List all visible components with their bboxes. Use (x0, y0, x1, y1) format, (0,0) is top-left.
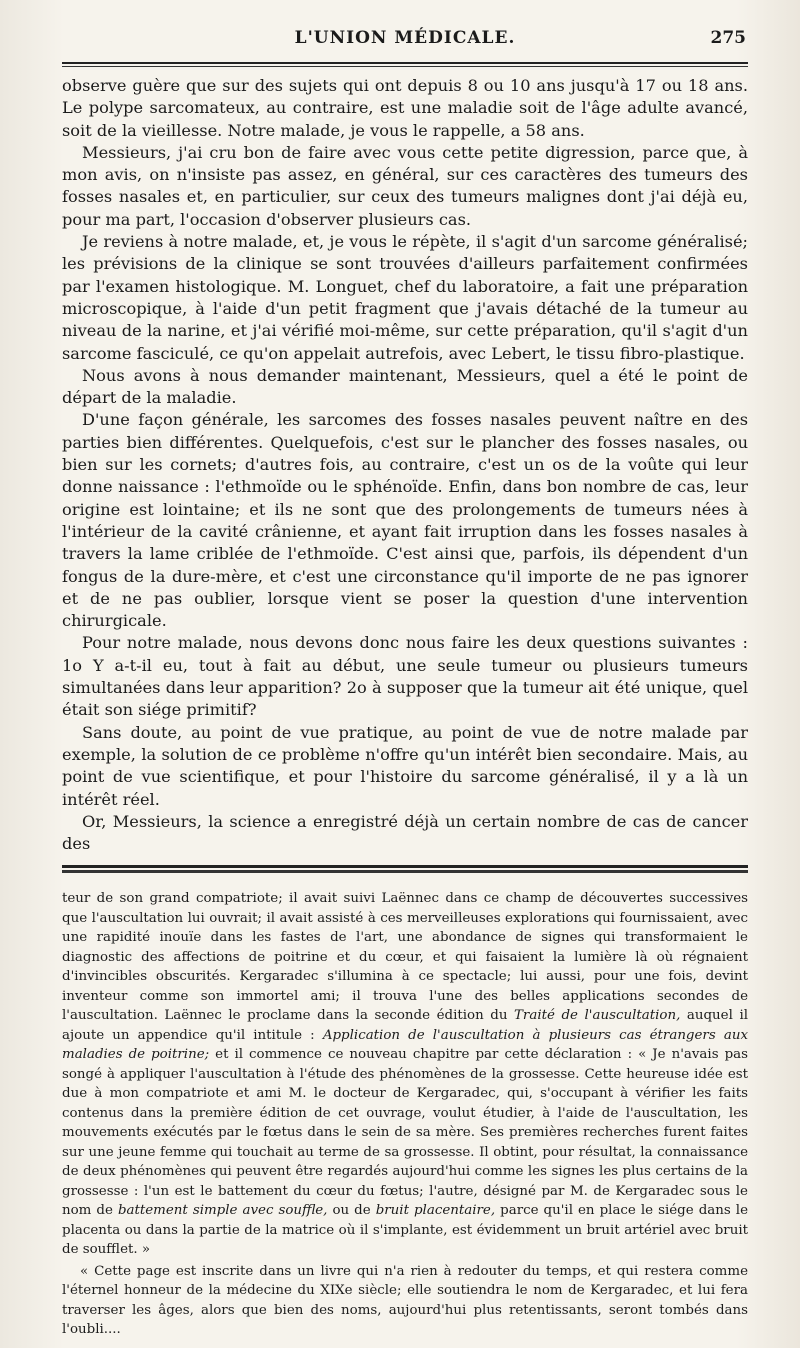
page-number: 275 (710, 28, 746, 48)
footnote-segment: parce qu'il en place le siége dans le placenta ou dans la partie de la matrice où il s'implante, est évidemment un bruit artériel avec bruit de soufflet. » (62, 1203, 748, 1258)
footnote-paragraph: « Cette page est inscrite dans un livre qui n'a rien à redouter du temps, et qui restera comme l'éternel honneur de la médecine du XIXe siècle; elle soutiendra le nom de Kergaradec, et lui fera traverser les âges, alors que bien des noms, aujourd'hui plus retentissants, seront tombés dans l'oubli.... (62, 1263, 748, 1338)
footnote-paragraph (62, 889, 748, 1260)
separator-rule-thin (62, 870, 748, 873)
paragraph: Nous avons à nous demander maintenant, Messieurs, quel a été le point de départ de la maladie. (62, 365, 748, 408)
appendix-title-italic: Application de l'auscultation à plusieurs cas étrangers aux maladies de poitrine; (62, 1027, 748, 1063)
paragraph: Or, Messieurs, la science a enregistré déjà un certain nombre de cas de cancer des (62, 811, 748, 854)
running-title: L'UNION MÉDICALE. (294, 28, 516, 48)
paragraph: Je reviens à notre malade, et, je vous le répète, il s'agit d'un sarcome généralisé; les prévisions de la clinique se sont trouvées d'ailleurs parfaitement confirmées par l'examen histologique. M. Longuet, chef du laboratoire, a fait une préparation microscopique, à l'aide d'un petit fragment que j'avais détaché de la tumeur au niveau de la narine, et j'ai vérifié moi-même, sur cette préparation, qu'il s'agit d'un sarcome fasciculé, ce qu'on appelait autrefois, avec Lebert, le tissu fibro-plastique. (62, 232, 748, 363)
header-rule (62, 62, 748, 64)
footnote-segment: et il commence ce nouveau chapitre par cette déclaration : « Je n'avais pas songé à appliquer l'auscultation à l'étude des phénomènes de la grossesse. Cette heureuse idée est due à mon compatriote et ami M. le docteur de Kergaradec, qui, s'occupant à vérifier les faits contenus dans la première édition de cet ouvrage, voulut étudier, à l'aide de l'auscultation, les mouvements exécutés par le fœtus dans le sein de sa mère. Ses premières recherches furent faites sur une jeune femme qui touchait au terme de sa grossesse. Il obtint, pour résultat, la connaissance de deux phénomènes qui peuvent être regardés aujourd'hui comme les signes les plus certains de la grossesse : l'un est le battement du cœur du fœtus; l'autre, désigné par M. de Kergaradec sous le nom de (62, 1047, 748, 1219)
footnote-segment: teur de son grand compatriote; il avait suivi Laënnec dans ce champ de découvertes successives que l'auscultation lui ouvrait; il avait assisté à ces merveilleuses explorations qui fournissaient, avec une rapidité inouïe dans les fastes de l'art, une abondance de signes qui transformaient le diagnostic des affections de poitrine et du cœur, et qui faisaient la lumière là où régnaient d'invincibles obscurités. Kergaradec s'illumina à ce spectacle; lui aussi, pour une fois, devint inventeur comme son immortel ami; il trouva l'une des belles applications secondes de l'auscultation. Laënnec le proclame dans la seconde édition du (62, 891, 748, 1024)
book-title-italic: Traité de l'auscultation, (514, 1008, 681, 1024)
paragraph: D'une façon générale, les sarcomes des fosses nasales peuvent naître en des parties bien différentes. Quelquefois, c'est sur le plancher des fosses nasales, ou bien sur les cornets; d'autres fois, au contraire, c'est un os de la voûte qui leur donne naissance : l'ethmoïde ou le sphénoïde. Enfin, dans bon nombre de cas, leur origine est lointaine; et ils ne sont que des prolongements de tumeurs nées à l'intérieur de la cavité crânienne, et ayant fait irruption dans les fosses nasales à travers la lame criblée de l'ethmoïde. C'est ainsi que, parfois, ils dépendent d'un fongus de la dure-mère, et c'est une circonstance qu'il importe de ne pas ignorer et de ne pas oublier, lorsque vient se poser la question d'une intervention chirurgicale. (62, 410, 748, 631)
term-italic: battement simple avec souffle, (117, 1203, 328, 1219)
term-italic: bruit placentaire, (375, 1203, 496, 1219)
paragraph: Pour notre malade, nous devons donc nous faire les deux questions suivantes : 1o Y a-t-il eu, tout à fait au début, une seule tumeur ou plusieurs tumeurs simultanées dans leur apparition? 2o à supposer que la tumeur ait été unique, quel était son siége primitif? (62, 633, 748, 720)
paragraph: Messieurs, j'ai cru bon de faire avec vous cette petite digression, parce que, à mon avis, on n'insiste pas assez, en général, sur ces caractères des tumeurs des fosses nasales et, en particulier, sur ceux des tumeurs malignes dont j'ai déjà eu, pour ma part, l'occasion d'observer plusieurs cas. (62, 142, 748, 229)
footnote-separator (62, 865, 748, 873)
page-header (62, 0, 748, 62)
paragraph: Sans doute, au point de vue pratique, au point de vue de notre malade par exemple, la solution de ce problème n'offre qu'un intérêt bien secondaire. Mais, au point de vue scientifique, et pour l'histoire du sarcome généralisé, il y a là un intérêt réel. (62, 722, 748, 809)
footnote-segment: auquel il ajoute un appendice qu'il intitule : (62, 1008, 749, 1043)
paragraph: observe guère que sur des sujets qui ont depuis 8 ou 10 ans jusqu'à 17 ou 18 ans. Le polype sarcomateux, au contraire, est une maladie soit de l'âge adulte avancé, soit de la vieillesse. Notre malade, je vous le rappelle, a 58 ans. (62, 76, 748, 140)
footnote-segment: ou de (327, 1203, 376, 1219)
header-rule-thin (62, 66, 748, 67)
main-text (62, 75, 748, 855)
separator-rule (62, 865, 748, 868)
footnote-text (62, 889, 748, 1340)
